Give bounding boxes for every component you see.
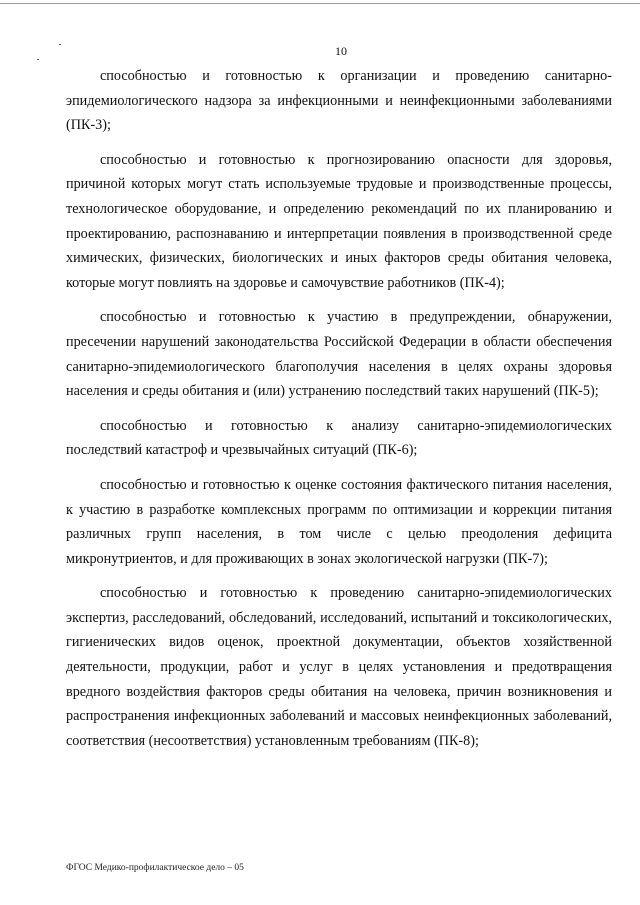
competency-paragraph-pk3: способностью и готовностью к организации и проведению санитарно-эпидемиологического надзора за инфекционными и неинфекционными заболеваниями (ПК-3); [66, 68, 612, 134]
page-number: 10 [335, 44, 347, 58]
scan-top-edge-line [0, 3, 640, 4]
competency-paragraph-pk4: способностью и готовностью к прогнозированию опасности для здоровья, причиной которых могут стать используемые трудовые и производственные процессы, технологическое оборудование, и определению рекомендаций по их планированию и проектированию, распознаванию и интерпретации появления в производственной среде химических, физических, биологических и иных факторов среды обитания человека, которые могут повлиять на здоровье и самочувствие работников (ПК-4); [66, 151, 612, 291]
competency-paragraph-pk5: способностью и готовностью к участию в предупреждении, обнаружении, пресечении нарушений законодательства Российской Федерации в области обеспечения санитарно-эпидемиологического благополучия населения в целях охраны здоровья населения и среды обитания и (или) устранению последствий таких нарушений (ПК-5); [66, 309, 612, 400]
competency-paragraph-pk7: способностью и готовностью к оценке состояния фактического питания населения, к участию в разработке комплексных программ по оптимизации и коррекции питания различных групп населения, в том числе с целью преодоления дефицита микронутриентов, и для проживающих в зонах экологической нагрузки (ПК-7); [66, 476, 612, 567]
scan-speck [59, 44, 61, 45]
competency-paragraph-pk6: способностью и готовностью к анализу санитарно-эпидемиологических последствий катастроф и чрезвычайных ситуаций (ПК-6); [66, 417, 612, 459]
competency-paragraph-pk8: способностью и готовностью к проведению санитарно-эпидемиологических экспертиз, расследований, обследований, исследований, испытаний и токсикологических, гигиенических видов оценок, проектной документации, объектов хозяйственной деятельности, продукции, работ и услуг в целях установления и предотвращения вредного воздействия факторов среды обитания на человека, причин возникновения и распространения инфекционных заболеваний и массовых неинфекционных заболеваний, соответствия (несоответствия) установленным требованиям (ПК-8); [66, 585, 612, 749]
document-body [66, 64, 612, 753]
page-footer: ФГОС Медико-профилактическое дело – 05 [66, 863, 244, 873]
scan-speck [37, 59, 39, 60]
